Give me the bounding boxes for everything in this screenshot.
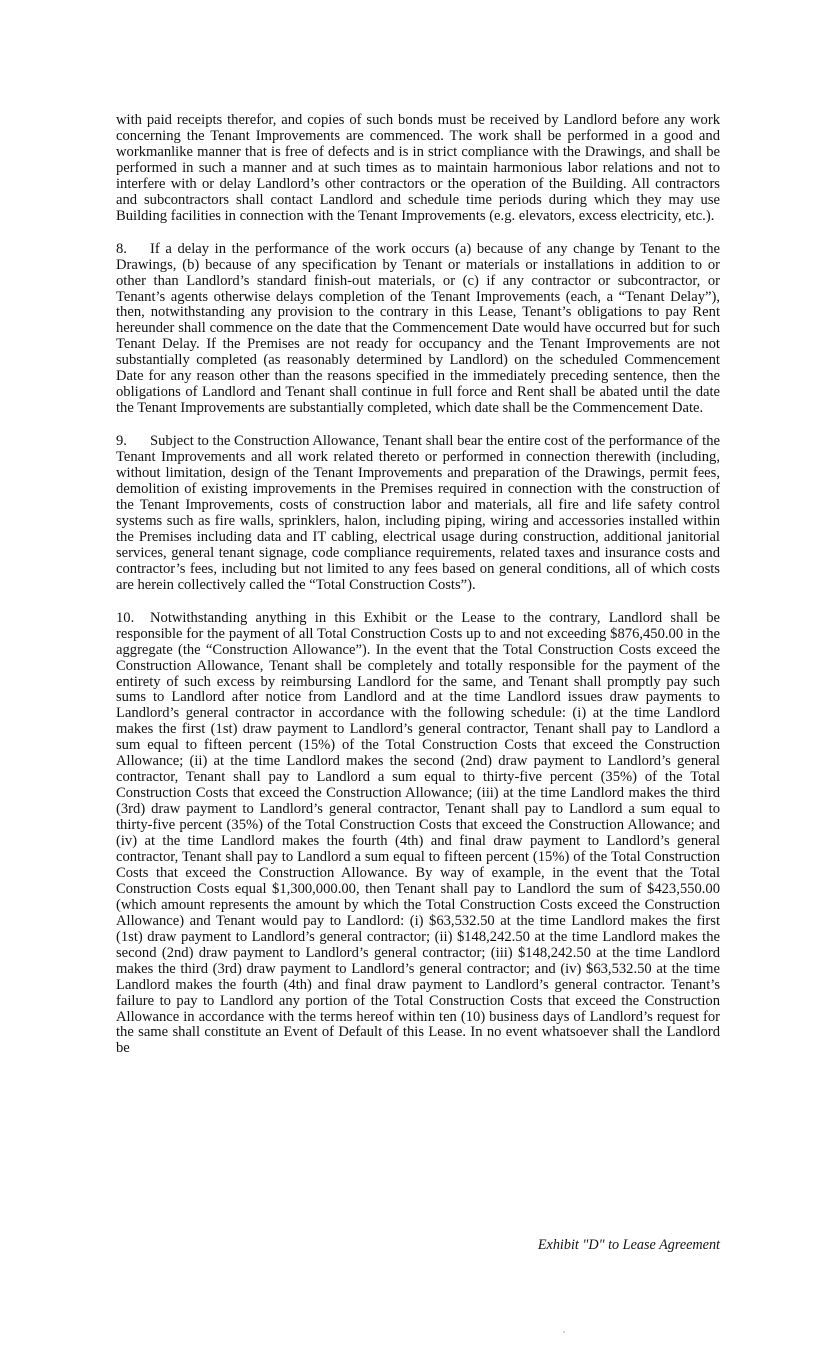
paragraph-number: 8.: [116, 240, 127, 257]
paragraph-number: 10.: [116, 609, 135, 626]
paragraph-text: Notwithstanding anything in this Exhibit or the Lease to the contrary, Landlord shall be responsible for the payment of all Total Construction Costs up to and not exceeding $876,450.00 in the aggregate (the “Construction Allowance”). In the event that the Total Construction Costs exceed the Construction Allowance, Tenant shall be completely and totally responsible for the payment of the entirety of such excess by reimbursing Landlord for the same, and Tenant shall promptly pay such sums to Landlord after notice from Landlord and at the time Landlord issues draw payments to Landlord’s general contractor in accordance with the following schedule: (i) at the time Landlord makes the first (1st) draw payment to Landlord’s general contractor, Tenant shall pay to Landlord a sum equal to fifteen percent (15%) of the Total Construction Costs that exceed the Construction Allowance; (ii) at the time Landlord makes the second (2nd) draw payment to Landlord’s general contractor, Tenant shall pay to Landlord a sum equal to thirty-five percent (35%) of the Total Construction Costs that exceed the Construction Allowance; (iii) at the time Landlord makes the third (3rd) draw payment to Landlord’s general contractor, Tenant shall pay to Landlord a sum equal to thirty-five percent (35%) of the Total Construction Costs that exceed the Construction Allowance; and (iv) at the time Landlord makes the fourth (4th) and final draw payment to Landlord’s general contractor, Tenant shall pay to Landlord a sum equal to fifteen percent (15%) of the Total Construction Costs that exceed the Construction Allowance. By way of example, in the event that the Total Construction Costs equal $1,300,000.00, then Tenant shall pay to Landlord the sum of $423,550.00 (which amount represents the amount by which the Total Construction Costs exceed the Construction Allowance) and Tenant would pay to Landlord: (i) $63,532.50 at the time Landlord makes the first (1st) draw payment to Landlord’s general contractor; (ii) $148,242.50 at the time Landlord makes the second (2nd) draw payment to Landlord’s general contractor; (iii) $148,242.50 at the time Landlord makes the third (3rd) draw payment to Landlord’s general contractor; and (iv) $63,532.50 at the time Landlord makes the fourth (4th) and final draw payment to Landlord’s general contractor. Tenant’s failure to pay to Landlord any portion of the Total Construction Costs that exceed the Construction Allowance in accordance with the terms hereof within ten (10) business days of Landlord’s request for the same shall constitute an Event of Default of this Lease. In no event whatsoever shall the Landlord be: [116, 609, 720, 1057]
paragraph-text: with paid receipts therefor, and copies of such bonds must be received by Landlord before any work concerning the Tenant Improvements are commenced. The work shall be performed in a good and workmanlike manner that is free of defects and is in strict compliance with the Drawings, and shall be performed in such a manner and at such times as to maintain harmonious labor relations and not to interfere with or delay Landlord’s other contractors or the operation of the Building. All contractors and subcontractors shall contact Landlord and schedule time periods during which they may use Building facilities in connection with the Tenant Improvements (e.g. elevators, excess electricity, etc.).: [116, 112, 720, 224]
paragraph-text: If a delay in the performance of the work occurs (a) because of any change by Tenant to the Drawings, (b) because of any specification by Tenant or materials or installations in addition to or other than Landlord’s standard finish-out materials, or (c) if any contractor or subcontractor, or Tenant’s agents otherwise delays completion of the Tenant Improvements (each, a “Tenant Delay”), then, notwithstanding any provision to the contrary in this Lease, Tenant’s obligations to pay Rent hereunder shall commence on the date that the Commencement Date would have occurred but for such Tenant Delay. If the Premises are not ready for occupancy and the Tenant Improvements are not substantially completed (as reasonably determined by Landlord) on the scheduled Commencement Date for any reason other than the reasons specified in the immediately preceding sentence, then the obligations of Landlord and Tenant shall continue in full force and Rent shall be abated until the date the Tenant Improvements are substantially completed, which date shall be the Commencement Date.: [116, 240, 720, 417]
page-footer: Exhibit "D" to Lease Agreement: [537, 1237, 720, 1253]
paragraph-number: 9.: [116, 433, 127, 450]
paragraph-8: [116, 242, 720, 417]
paragraph-10: [116, 611, 720, 1058]
document-body: [116, 113, 720, 1074]
paragraph-continuation: [116, 113, 720, 225]
paragraph-9: [116, 434, 720, 594]
scan-speck: [563, 1331, 565, 1333]
paragraph-text: Subject to the Construction Allowance, Tenant shall bear the entire cost of the performance of the Tenant Improvements and all work related thereto or performed in connection therewith (including, without limitation, design of the Tenant Improvements and preparation of the Drawings, permit fees, demolition of existing improvements in the Premises required in connection with the construction of the Tenant Improvements, costs of construction labor and materials, all fire and life safety control systems such as fire walls, sprinklers, halon, including piping, wiring and accessories installed within the Premises including data and IT cabling, electrical usage during construction, additional janitorial services, general tenant signage, code compliance requirements, related taxes and insurance costs and contractor’s fees, including but not limited to any fees based on general conditions, all of which costs are herein collectively called the “Total Construction Costs”).: [116, 433, 720, 593]
